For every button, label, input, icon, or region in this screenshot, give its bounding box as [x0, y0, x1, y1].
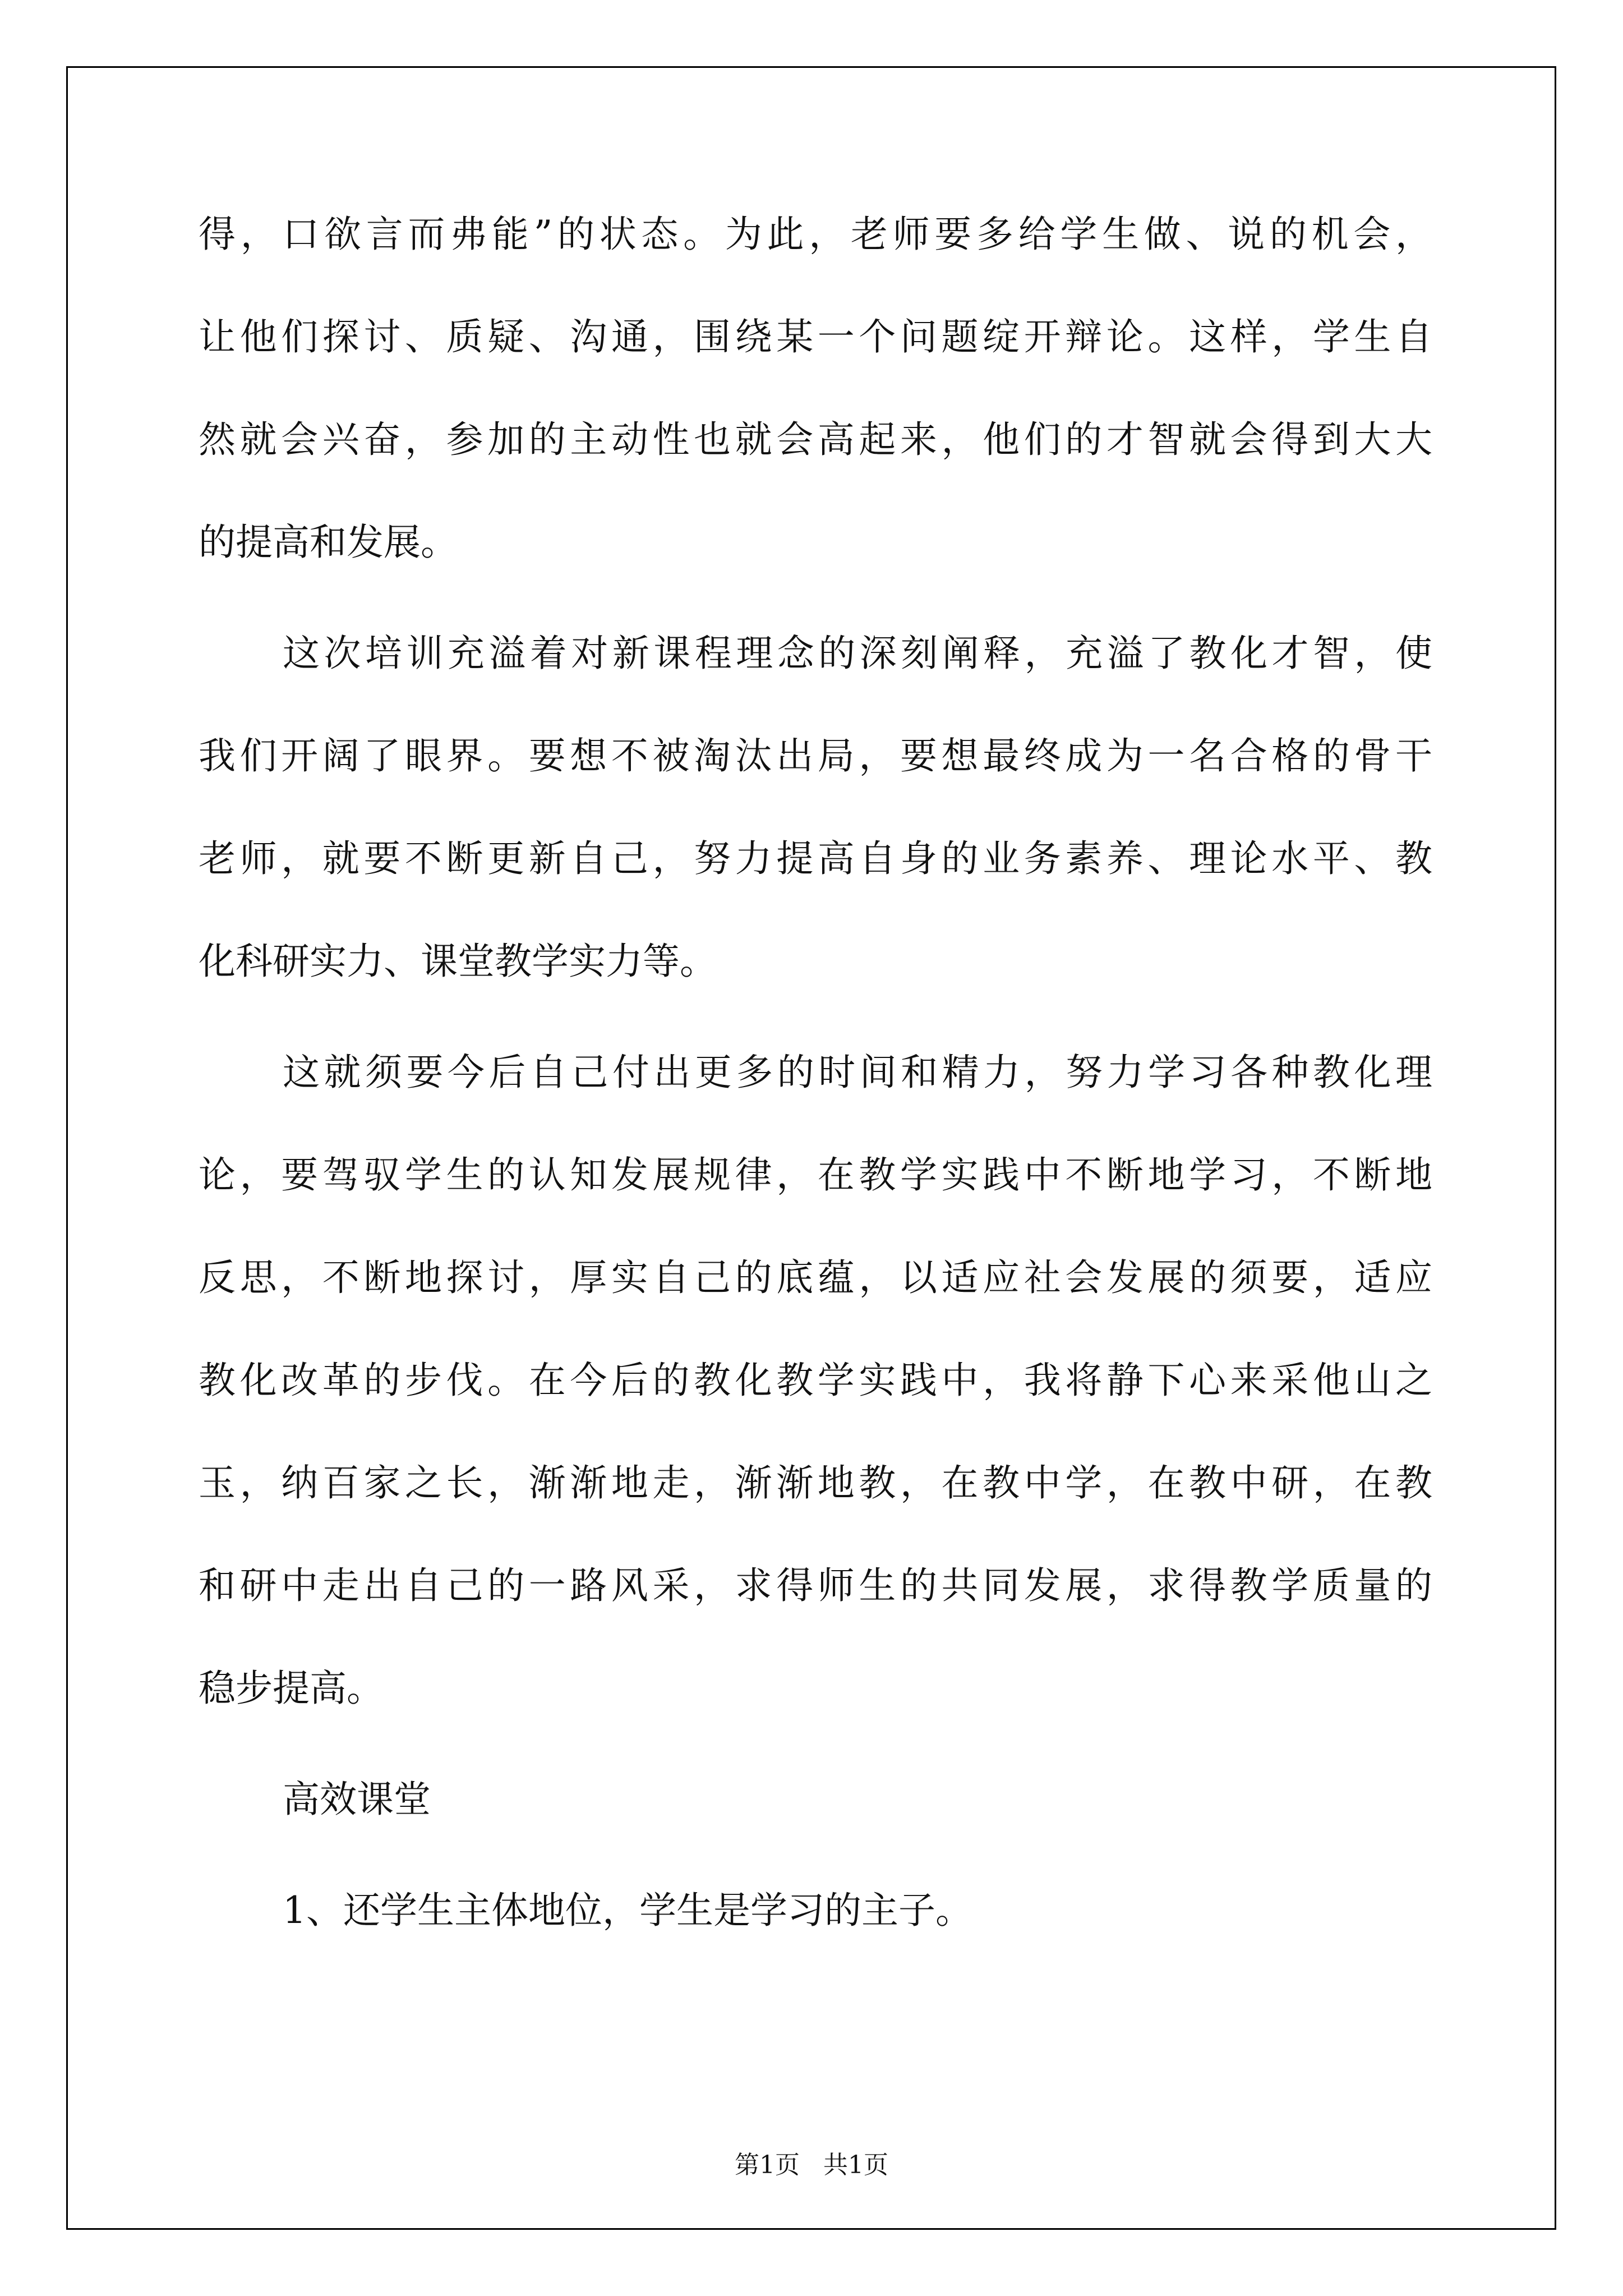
- text-line: 然就会兴奋，参加的主动性也就会高起来，他们的才智就会得到大大: [199, 418, 1432, 461]
- page-number: 第1页: [735, 2151, 800, 2179]
- text-line: 玉，纳百家之长，渐渐地走，渐渐地教，在教中学，在教中研，在教: [199, 1461, 1432, 1504]
- text-line: 这就须要今后自己付出更多的时间和精力，努力学习各种教化理: [283, 1051, 1432, 1094]
- text-line: 的提高和发展。: [199, 521, 458, 564]
- text-line: 老师，就要不断更新自己，努力提高自身的业务素养、理论水平、教: [199, 837, 1432, 880]
- text-line: 这次培训充溢着对新课程理念的深刻阐释，充溢了教化才智，使: [283, 632, 1432, 675]
- page-total: 共1页: [823, 2151, 888, 2179]
- text-line: 让他们探讨、质疑、沟通，围绕某一个问题绽开辩论。这样，学生自: [199, 315, 1432, 358]
- list-item: 1、还学生主体地位，学生是学习的主子。: [283, 1889, 972, 1932]
- text-line: 稳步提高。: [199, 1667, 384, 1710]
- text-line: 反思，不断地探讨，厚实自己的底蕴，以适应社会发展的须要，适应: [199, 1256, 1432, 1299]
- page-footer: [0, 2148, 1623, 2182]
- section-heading: 高效课堂: [283, 1778, 431, 1821]
- text-line: 得，口欲言而弗能”的状态。为此，老师要多给学生做、说的机会，: [199, 213, 1432, 256]
- text-line: 我们开阔了眼界。要想不被淘汰出局，要想最终成为一名合格的骨干: [199, 734, 1432, 777]
- text-line: 论，要驾驭学生的认知发展规律，在教学实践中不断地学习，不断地: [199, 1153, 1432, 1197]
- text-line: 和研中走出自己的一路风采，求得师生的共同发展，求得教学质量的: [199, 1564, 1432, 1607]
- text-line: 化科研实力、课堂教学实力等。: [199, 940, 717, 983]
- text-line: 教化改革的步伐。在今后的教化教学实践中，我将静下心来采他山之: [199, 1359, 1432, 1402]
